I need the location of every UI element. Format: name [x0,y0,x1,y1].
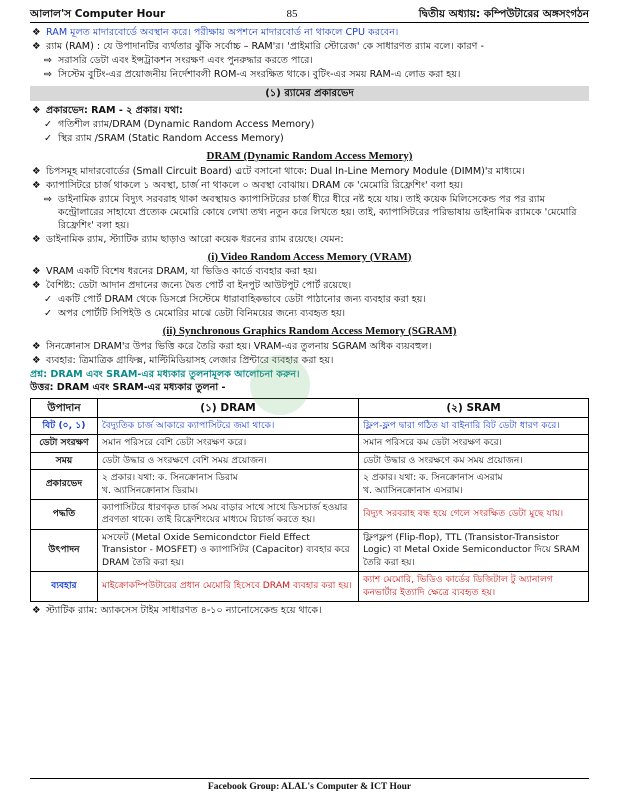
line-text: অপর পোর্টটি সিপিইউ ও মেমোরির মাঝে ডেটা বিনিময়ের জন্যে ব্যবহৃত হয়। [58,308,346,320]
line-text: র‍্যাম (RAM) : যে উপাদানটির ব্যর্থতার ঝুঁকি সর্বোচ্চ – RAM'র। 'প্রাইমারি স্টোরেজ' কে সাধারণত র‍্যাম বলে। কারণ - [46,40,484,52]
sram-cell: বিদ্যুৎ সরবরাহ বন্ধ হয়ে গেলে সংরক্ষিত ডেটা মুছে যায়। [359,500,589,530]
table-header: (১) DRAM [98,398,359,417]
bullet-icon: ❖ [32,266,41,278]
bullet-icon: ✓ [44,119,53,131]
table-header: (২) SRAM [359,398,589,417]
bullet-icon: ❖ [32,354,41,366]
bullet-icon: ⇨ [44,68,53,80]
bullet-icon: ✓ [44,308,53,320]
watermark-logo [250,355,310,415]
text-line [30,41,589,54]
bullet-icon: ⇨ [44,54,53,66]
line-text: RAM মূলত মাদারবোর্ডে অবস্থান করে। পরীক্ষায় অপশনে মাদারবোর্ড না থাকলে CPU করবেন। [46,27,399,38]
bullet-icon: ❖ [32,280,41,292]
table-row [31,417,589,434]
text-line [30,166,589,179]
footer-text: Facebook Group: ALAL's Computer & ICT Hour [207,782,412,792]
line-text: চিপসমূহ মাদারবোর্ডের (Small Circuit Board) এ্রটে বসানো থাকে: Dual In-Line Memory Module (DIMM)'র মাধ্যমে। [46,165,525,177]
section-heading: (১) র‍্যামের প্রকারভেদ [30,86,589,102]
text-line [30,119,589,132]
line-text: গতিশীল র‍্যাম/DRAM (Dynamic Random Access Memory) [58,119,315,131]
bullet-icon: ❖ [32,40,41,52]
bullet-icon: ❖ [32,165,41,177]
footer [30,778,589,794]
bullet-icon: ❖ [32,233,41,245]
line-text: স্ট্যাটিক র‍্যাম: অ্যাকসেস টাইম সাধারণত ৪-১০ ন্যানোসেকেন্ড হয়ে থাকে। [46,604,322,616]
line-text: বৈশিষ্ট্য: ডেটা আদান প্রদানের জন্যে দ্বৈত পোর্ট বা ইনপুট আউটপুট পোর্ট রয়েছে। [46,280,352,292]
text-line [30,308,589,321]
table-row [31,452,589,469]
dram-cell: সমান পরিসরে বেশি ডেটা সংরক্ষণ করে। [98,435,359,452]
line-text: সিস্টেম বুটিং-এর প্রয়োজনীয় নির্দেশাবলী ROM-এ সংরক্ষিত থাকে। বুটিং-এর সময় RAM-এ লোড করা হয়। [58,68,461,80]
sram-cell: ক্যাশ মেমোরি, ভিডিও কার্ডের ডিজিটাল টু অ্যানালগ কনভার্টার ইত্যাদি ক্ষেত্রে ব্যবহৃত হয়। [359,572,589,602]
dram-cell: মসফেট (Metal Oxide Semicondctor Field Effect Transistor - MOSFET) ও ক্যাপাসিটর (Capacitor) ব্যবহার করে DRAM তৈরি করা হয়। [98,529,359,571]
text-line [30,55,589,68]
vram-title: (i) Video Random Access Memory (VRAM) [207,250,412,263]
text-line [30,105,589,118]
row-key: পদ্ধতি [31,500,98,530]
page-body [30,26,589,619]
dram-cell: ২ প্রকার। যথা: ক. সিনক্রোনাস ডিরাম খ. অ্যাসিনক্রোনাস ডিরাম। [98,470,359,500]
text-line [30,355,589,368]
sram-cell: সমান পরিসরে কম ডেটা সংরক্ষণ করে। [359,435,589,452]
bullet-icon: ❖ [32,27,41,38]
static-ram-line [30,605,589,618]
text-line [30,27,589,40]
line-text: ক্যাপাসিটরে চার্জ থাকলে ১ অবস্থা, চার্জ না থাকলে ০ অবস্থা বোঝায়। DRAM কে 'মেমোরি রিফ্রেশিং' বলা হয়। [46,179,464,191]
text-line [30,294,589,307]
bullet-icon: ❖ [32,179,41,191]
bullet-icon: ✓ [44,133,53,145]
question: প্রশ্ন: DRAM এবং SRAM-এর মধ্যকার তুলনামূলক আলোচনা করুন। [30,368,300,380]
table-row [31,435,589,452]
line-text: ব্যবহার: ত্রিমাত্রিক গ্রাফিক্স, মাল্টিমিডিয়াসহ লেজার প্রিন্টারে ব্যবহার করা হয়। [46,354,334,366]
answer: উত্তর: DRAM এবং SRAM-এর মধ্যকার তুলনা - [30,381,226,393]
sram-cell: ২ প্রকার। যথা: ক. সিনক্রোনাস এসরাম খ. অ্যাসিনক্রোনাস এসরাম। [359,470,589,500]
table-row [31,529,589,571]
header-right: দ্বিতীয় অধ্যায়: কম্পিউটারের অঙ্গসংগঠন [418,7,589,20]
dram-cell: বৈদ্যুতিক চার্জ আকারে ক্যাপাসিটরে জমা থাকে। [98,417,359,434]
text-line [30,133,589,146]
text-line [30,234,589,247]
table-row [31,470,589,500]
sram-cell: ডেটা উদ্ধার ও সংরক্ষণে কম সময় প্রয়োজন। [359,452,589,469]
row-key: প্রকারভেদ [31,470,98,500]
text-line [30,180,589,193]
bullet-icon: ❖ [32,340,41,352]
sram-cell: ফ্লিপ-ফ্লপ দ্বারা গঠিত যা বাইনারি বিট ডেটা ধারণ করে। [359,417,589,434]
dram-cell: ডেটা উদ্ধার ও সংরক্ষণে বেশি সময় প্রয়োজন। [98,452,359,469]
table-row [31,572,589,602]
text-line [30,280,589,293]
row-key: উৎপাদন [31,529,98,571]
dram-cell: মাইক্রোকম্পিউটারের প্রধান মেমোরি হিসেবে DRAM ব্যবহার করা হয়। [98,572,359,602]
line-text: স্থির র‍্যাম /SRAM (Static Random Access Memory) [58,133,284,145]
page-number: 85 [286,7,298,20]
page-header [30,6,589,23]
row-key: ডেটা সংরক্ষণ [31,435,98,452]
line-text: একটি পোর্ট DRAM থেকে ডিসপ্লে সিস্টেমে ধারাবাহিকভাবে ডেটা পাঠানোর জন্য ব্যবহার করা হয়। [58,294,426,306]
bullet-icon: ❖ [32,604,41,616]
line-text: VRAM একটি বিশেষ ধরনের DRAM, যা ভিডিও কার্ডে ব্যবহার করা হয়। [46,266,318,278]
dram-cell: ক্যাপাসিটরে ধারণকৃত চার্জ সময় বাড়ার সাথে সাথে ডিসচার্জ হওয়ার প্রবণতা থাকে। তাই রিফ্রেশিংয়ের মাধ্যমে রিচার্জ করতে হয়। [98,500,359,530]
line-text: সিনক্রোনাস DRAM'র উপর ভিত্তি করে তৈরি করা হয়। VRAM-এর তুলনায় SGRAM অধিক ব্যয়বহুল। [46,340,432,352]
table-header: উপাদান [31,398,98,417]
bullet-icon: ⇨ [44,193,53,205]
row-key: সময় [31,452,98,469]
text-line [30,266,589,279]
line-text: ডাইনামিক র‍্যাম, স্ট্যাটিক র‍্যাম ছাড়াও আরো কয়েক ধরনের র‍্যাম রয়েছে। যেমন: [46,233,344,245]
text-line [30,194,589,233]
sram-cell: ফ্লিপফ্লপ (Flip-flop), TTL (Transistor-Transistor Logic) বা Metal Oxide Semiconductor দিয়ে SRAM তৈরি করা হয়। [359,529,589,571]
bullet-icon: ✓ [44,294,53,306]
line-text: সরাসরি ডেটা এবং ইন্সট্রাকশন সংরক্ষণ এবং পুনরুদ্ধার করতে পারে। [58,54,313,66]
bullet-icon: ❖ [32,105,41,117]
row-key: বিট (০, ১) [31,417,98,434]
table-row [31,500,589,530]
text-line [30,341,589,354]
line-text: ডাইনামিক র‍্যামে বিদ্যুৎ সরবরাহ থাকা অবস্থায়ও ক্যাপাসিটরের চার্জ ধীরে ধীরে নষ্ট হয়ে যায়। তাই কয়েক মিলিসেকেন্ড পর পর র‍্যাম কন্ট্রোলারের সাহায্যে প্রত্যেক মেমোরি কোষে লেখা তথ্য নতুন করে লিখতে হয়। তাই, ক্যাপাসিটরের পরিভাষায় ডাইনামিক র‍্যামকে 'মেমোরি রিফ্রেশিং' বলা হয়। [58,193,577,231]
comparison-table [30,398,589,602]
text-line [30,69,589,82]
sgram-title: (ii) Synchronous Graphics Random Access Memory (SGRAM) [162,325,457,338]
row-key: ব্যবহার [31,572,98,602]
header-left: আলাল'স Computer Hour [30,7,166,20]
dram-title: DRAM (Dynamic Random Access Memory) [206,150,413,163]
line-text: প্রকারভেদ: RAM - ২ প্রকার। যথা: [46,105,183,117]
